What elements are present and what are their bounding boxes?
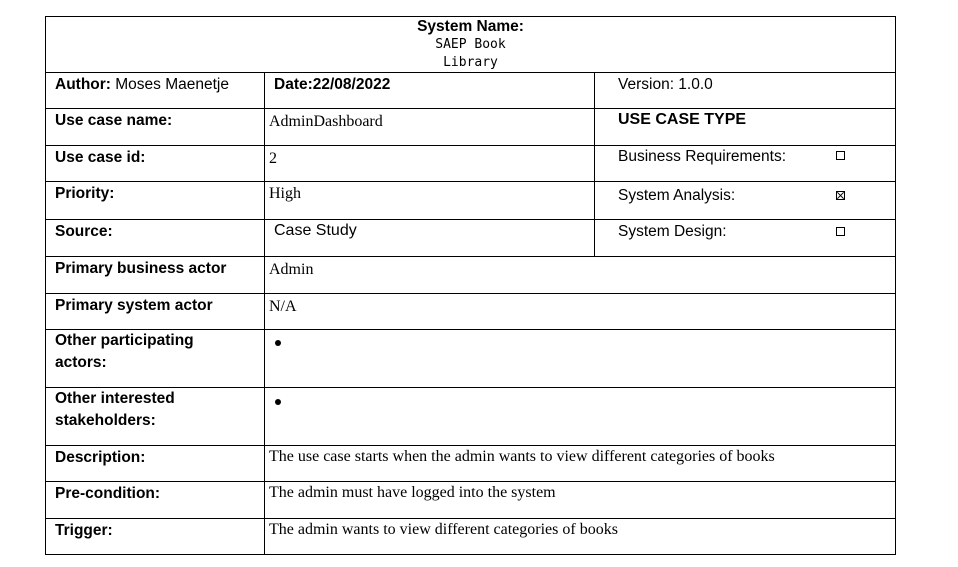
- system-name-header: [45, 16, 896, 73]
- pre-condition-label: Pre-condition:: [55, 485, 161, 502]
- primary-business-actor-value: Admin: [269, 261, 314, 278]
- use-case-id-value: 2: [269, 150, 277, 167]
- use-case-type-heading: USE CASE TYPE: [618, 111, 747, 128]
- priority-label: Priority:: [55, 185, 115, 202]
- trigger-value: The admin wants to view different categories of books: [269, 521, 618, 538]
- priority-value: High: [269, 185, 301, 202]
- priority-value-cell: [264, 181, 595, 220]
- primary-system-actor-value-cell: [264, 293, 896, 330]
- date-text: Date:22/08/2022: [274, 76, 391, 93]
- system-design-cell: [594, 219, 896, 257]
- business-requirements-cell: [594, 145, 896, 182]
- primary-system-actor-value: N/A: [269, 298, 297, 315]
- description-label: Description:: [55, 449, 146, 466]
- other-participating-label-line2: actors:: [55, 354, 107, 371]
- use-case-id-label: Use case id:: [55, 149, 146, 166]
- bullet-point: [275, 340, 281, 346]
- description-value: The use case starts when the admin wants to view different categories of books: [269, 448, 775, 465]
- primary-system-actor-label-cell: [45, 293, 265, 330]
- other-participating-label-line1: Other participating: [55, 332, 194, 349]
- primary-system-actor-label: Primary system actor: [55, 297, 213, 314]
- system-design-label: System Design:: [618, 223, 727, 240]
- use-case-name-value: AdminDashboard: [269, 113, 383, 130]
- description-value-cell: [264, 445, 896, 482]
- business-requirements-label: Business Requirements:: [618, 148, 786, 165]
- source-value: Case Study: [274, 222, 357, 239]
- system-design-checkbox[interactable]: [836, 227, 845, 236]
- use-case-name-label-cell: [45, 108, 265, 146]
- description-label-cell: [45, 445, 265, 482]
- use-case-id-label-cell: [45, 145, 265, 182]
- other-interested-label-line2: stakeholders:: [55, 412, 156, 429]
- version-text: Version: 1.0.0: [618, 76, 713, 93]
- source-label-cell: [45, 219, 265, 257]
- trigger-value-cell: [264, 518, 896, 555]
- system-name-line1: SAEP Book: [435, 37, 506, 52]
- other-interested-label-line1: Other interested: [55, 390, 175, 407]
- author-label: Author:: [55, 76, 111, 93]
- system-analysis-cell: [594, 181, 896, 220]
- trigger-label: Trigger:: [55, 522, 113, 539]
- use-case-id-value-cell: [264, 145, 595, 182]
- use-case-document: [45, 16, 896, 555]
- system-analysis-label: System Analysis:: [618, 187, 736, 204]
- system-name-label: System Name:: [417, 18, 524, 35]
- pre-condition-value-cell: [264, 481, 896, 519]
- other-interested-label-cell: [45, 387, 265, 446]
- author-cell: [45, 72, 265, 109]
- trigger-label-cell: [45, 518, 265, 555]
- use-case-type-heading-cell: [594, 108, 896, 146]
- priority-label-cell: [45, 181, 265, 220]
- pre-condition-value: The admin must have logged into the system: [269, 484, 556, 501]
- other-interested-value-cell: [264, 387, 896, 446]
- primary-business-actor-value-cell: [264, 256, 896, 294]
- use-case-name-label: Use case name:: [55, 112, 173, 129]
- business-requirements-checkbox[interactable]: [836, 151, 845, 160]
- pre-condition-label-cell: [45, 481, 265, 519]
- system-analysis-checkbox[interactable]: [836, 191, 845, 200]
- author-value: Moses Maenetje: [110, 76, 229, 93]
- source-label: Source:: [55, 223, 113, 240]
- bullet-point: [275, 399, 281, 405]
- primary-business-actor-label-cell: [45, 256, 265, 294]
- version-cell: [594, 72, 896, 109]
- other-participating-value-cell: [264, 329, 896, 388]
- primary-business-actor-label: Primary business actor: [55, 260, 227, 277]
- use-case-name-value-cell: [264, 108, 595, 146]
- date-cell: [264, 72, 595, 109]
- system-name-line2: Library: [443, 55, 498, 70]
- source-value-cell: [264, 219, 595, 257]
- other-participating-label-cell: [45, 329, 265, 388]
